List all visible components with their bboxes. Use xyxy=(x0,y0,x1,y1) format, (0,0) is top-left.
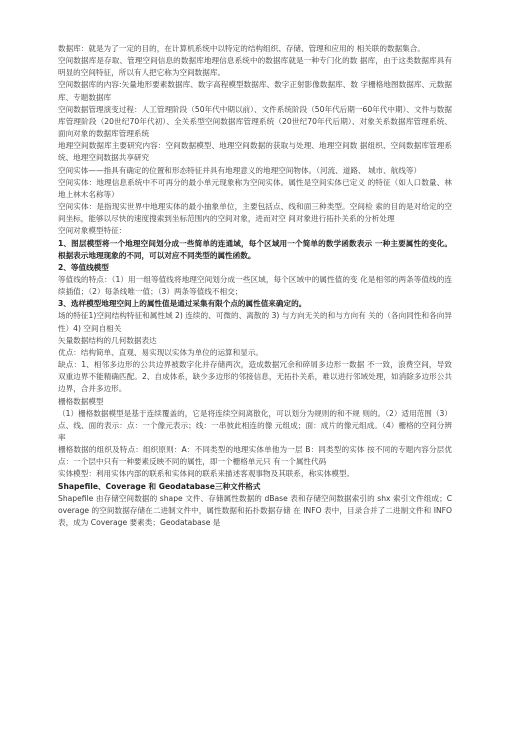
paragraph-layer-model: 1、图层模型将一个地理空间划分成一些简单的连通域，每个区域用一个简单的数学函数表示 一种主要属性的变化。根据表示地理现象的不同，可以对应不同类型的属性函数。 xyxy=(58,238,452,260)
document-body xyxy=(58,43,452,529)
paragraph-raster-organization: 栅格数据的组织及特点：组织原则：A：不同类型的地理实体单他为一层 B：同类型的实体 按不同的专题内容分层优点：一个层中只有一种要素反映不同的属性，即一个栅格单元只 有一个属性代码 xyxy=(58,445,452,467)
paragraph-spatial-entity-3: 空间实体：是指现实世界中地理实体的最小抽象单位，主要包括点、线和面三种类型。空间检 索的目的是对给定的空间坐标，能够以尽快的速度搜索到坐标范围内的空间对象，进而对空 间对象进行拓扑关系的分析处理 xyxy=(58,202,452,224)
paragraph-spatial-entity-2: 空间实体：地理信息系统中不可再分的最小单元现象称为空间实体。属性是空间实体已定义 的特征（如人口数量、林地上林木名称等） xyxy=(58,177,452,199)
paragraph-spatial-database-content: 空间数据库的内容:矢量地形要素数据库、数字高程模型数据库、数字正射影像数据库、数 字栅格地图数据库、元数据库、专题数据库 xyxy=(58,80,452,102)
paragraph-management-evolution: 空间数据管理演变过程：人工管理阶段（50年代中期以前）、文件系统阶段（50年代后期一60年代中期）、文件与数据库管理阶段（20世纪70年代初）、全关系型空间数据库管理系统（20世纪70年代后期）、对象关系数据库管理系统、面向对象的数据库管理系统 xyxy=(58,104,452,139)
paragraph-spatial-entity-1: 空间实体——指具有确定的位置和形态特征并具有地理意义的地理空间物体。（河流、道路、 城市、航线等） xyxy=(58,165,422,175)
paragraph-research-content: 地理空间数据库主要研究内容：空间数据模型、地理空间数据的获取与处理、地理空间数 据组织、空间数据库管理系统、地理空间数据共享研究 xyxy=(58,141,452,163)
paragraph-raster-model: （1）栅格数据模型是基于连续覆盖的，它是将连续空间离散化，可以划分为规则的和不规 则的。（2）适用范围（3）点、线、面的表示：点：一个像元表示；线：一串彼此相连的像 元组成；面：成片的像元组成。（4）栅格的空间分辨率 xyxy=(58,408,452,442)
paragraph-entity-model: 实体模型：利用实体内部的联系和实体间的联系来描述客观事物及其联系，称实体模型。 xyxy=(58,469,355,479)
paragraph-database-definition: 数据库：就是为了一定的目的，在计算机系统中以特定的结构组织、存储、管理和应用的 相关联的数据集合。 xyxy=(58,44,425,53)
paragraph-contour-model-heading: 2、等值线模型 xyxy=(58,262,109,272)
paragraph-sampling-model: 3、选样模型地理空间上的属性值是通过采集有限个点的属性值来确定的。 xyxy=(58,299,307,309)
paragraph-field-features: 场的特征1)空间结构特征和属性域 2) 连续的、可微的、离散的 3) 与方向无关的和与方向有 关的（各向同性和各向异性）4) 空间自相关 xyxy=(58,311,452,333)
paragraph-file-formats-heading: Shapefile、Coverage 和 Geodatabase三种文件格式 xyxy=(58,481,261,491)
paragraph-raster-heading: 栅格数据模型 xyxy=(58,396,104,406)
paragraph-contour-features: 等值线的特点：（1）用一组等值线将地理空间划分成一些区域，每个区域中的属性值的变 化是相邻的两条等值线的连续插值；（2）每条线唯一值；（3）两条等值线不相交； xyxy=(58,274,452,297)
paragraph-spatial-database: 空间数据库是存取、管理空间信息的数据库地理信息系统中的数据库就是一种专门化的数 据库，由于这类数据库具有明显的空间特征，所以有人把它称为空间数据库。 xyxy=(58,56,452,78)
paragraph-file-formats: Shapefile 由存储空间数据的 shape 文件、存储属性数据的 dBase 表和存储空间数据索引的 shx 索引文件组成；Coverage 的空间数据存储在二进制文件中，属性数据和拓扑数据存储 在 INFO 表中，目录合并了二进制文件和 INFO 表，成为 Coverage 要素类；Geodatabase 是 xyxy=(58,493,452,528)
paragraph-vector-advantages: 优点：结构简单、直观、易实现以实体为单位的运算和显示。 xyxy=(58,347,264,357)
paragraph-vector-disadvantages: 缺点：1、相邻多边形的公共边界被数字化并存储两次，造成数据冗余和碎屑多边形一数据 不一致，浪费空间，导致双重边界不能精确匹配。2、自成体系，缺少多边形的邻接信息，无拓扑关系，难以进行邻域处理，如消除多边形公共边界，合并多边形。 xyxy=(58,360,452,394)
paragraph-object-model-heading: 空间对象模型特征： xyxy=(58,226,127,236)
paragraph-vector-heading: 矢量数据结构的几何数据表达 xyxy=(58,335,157,345)
